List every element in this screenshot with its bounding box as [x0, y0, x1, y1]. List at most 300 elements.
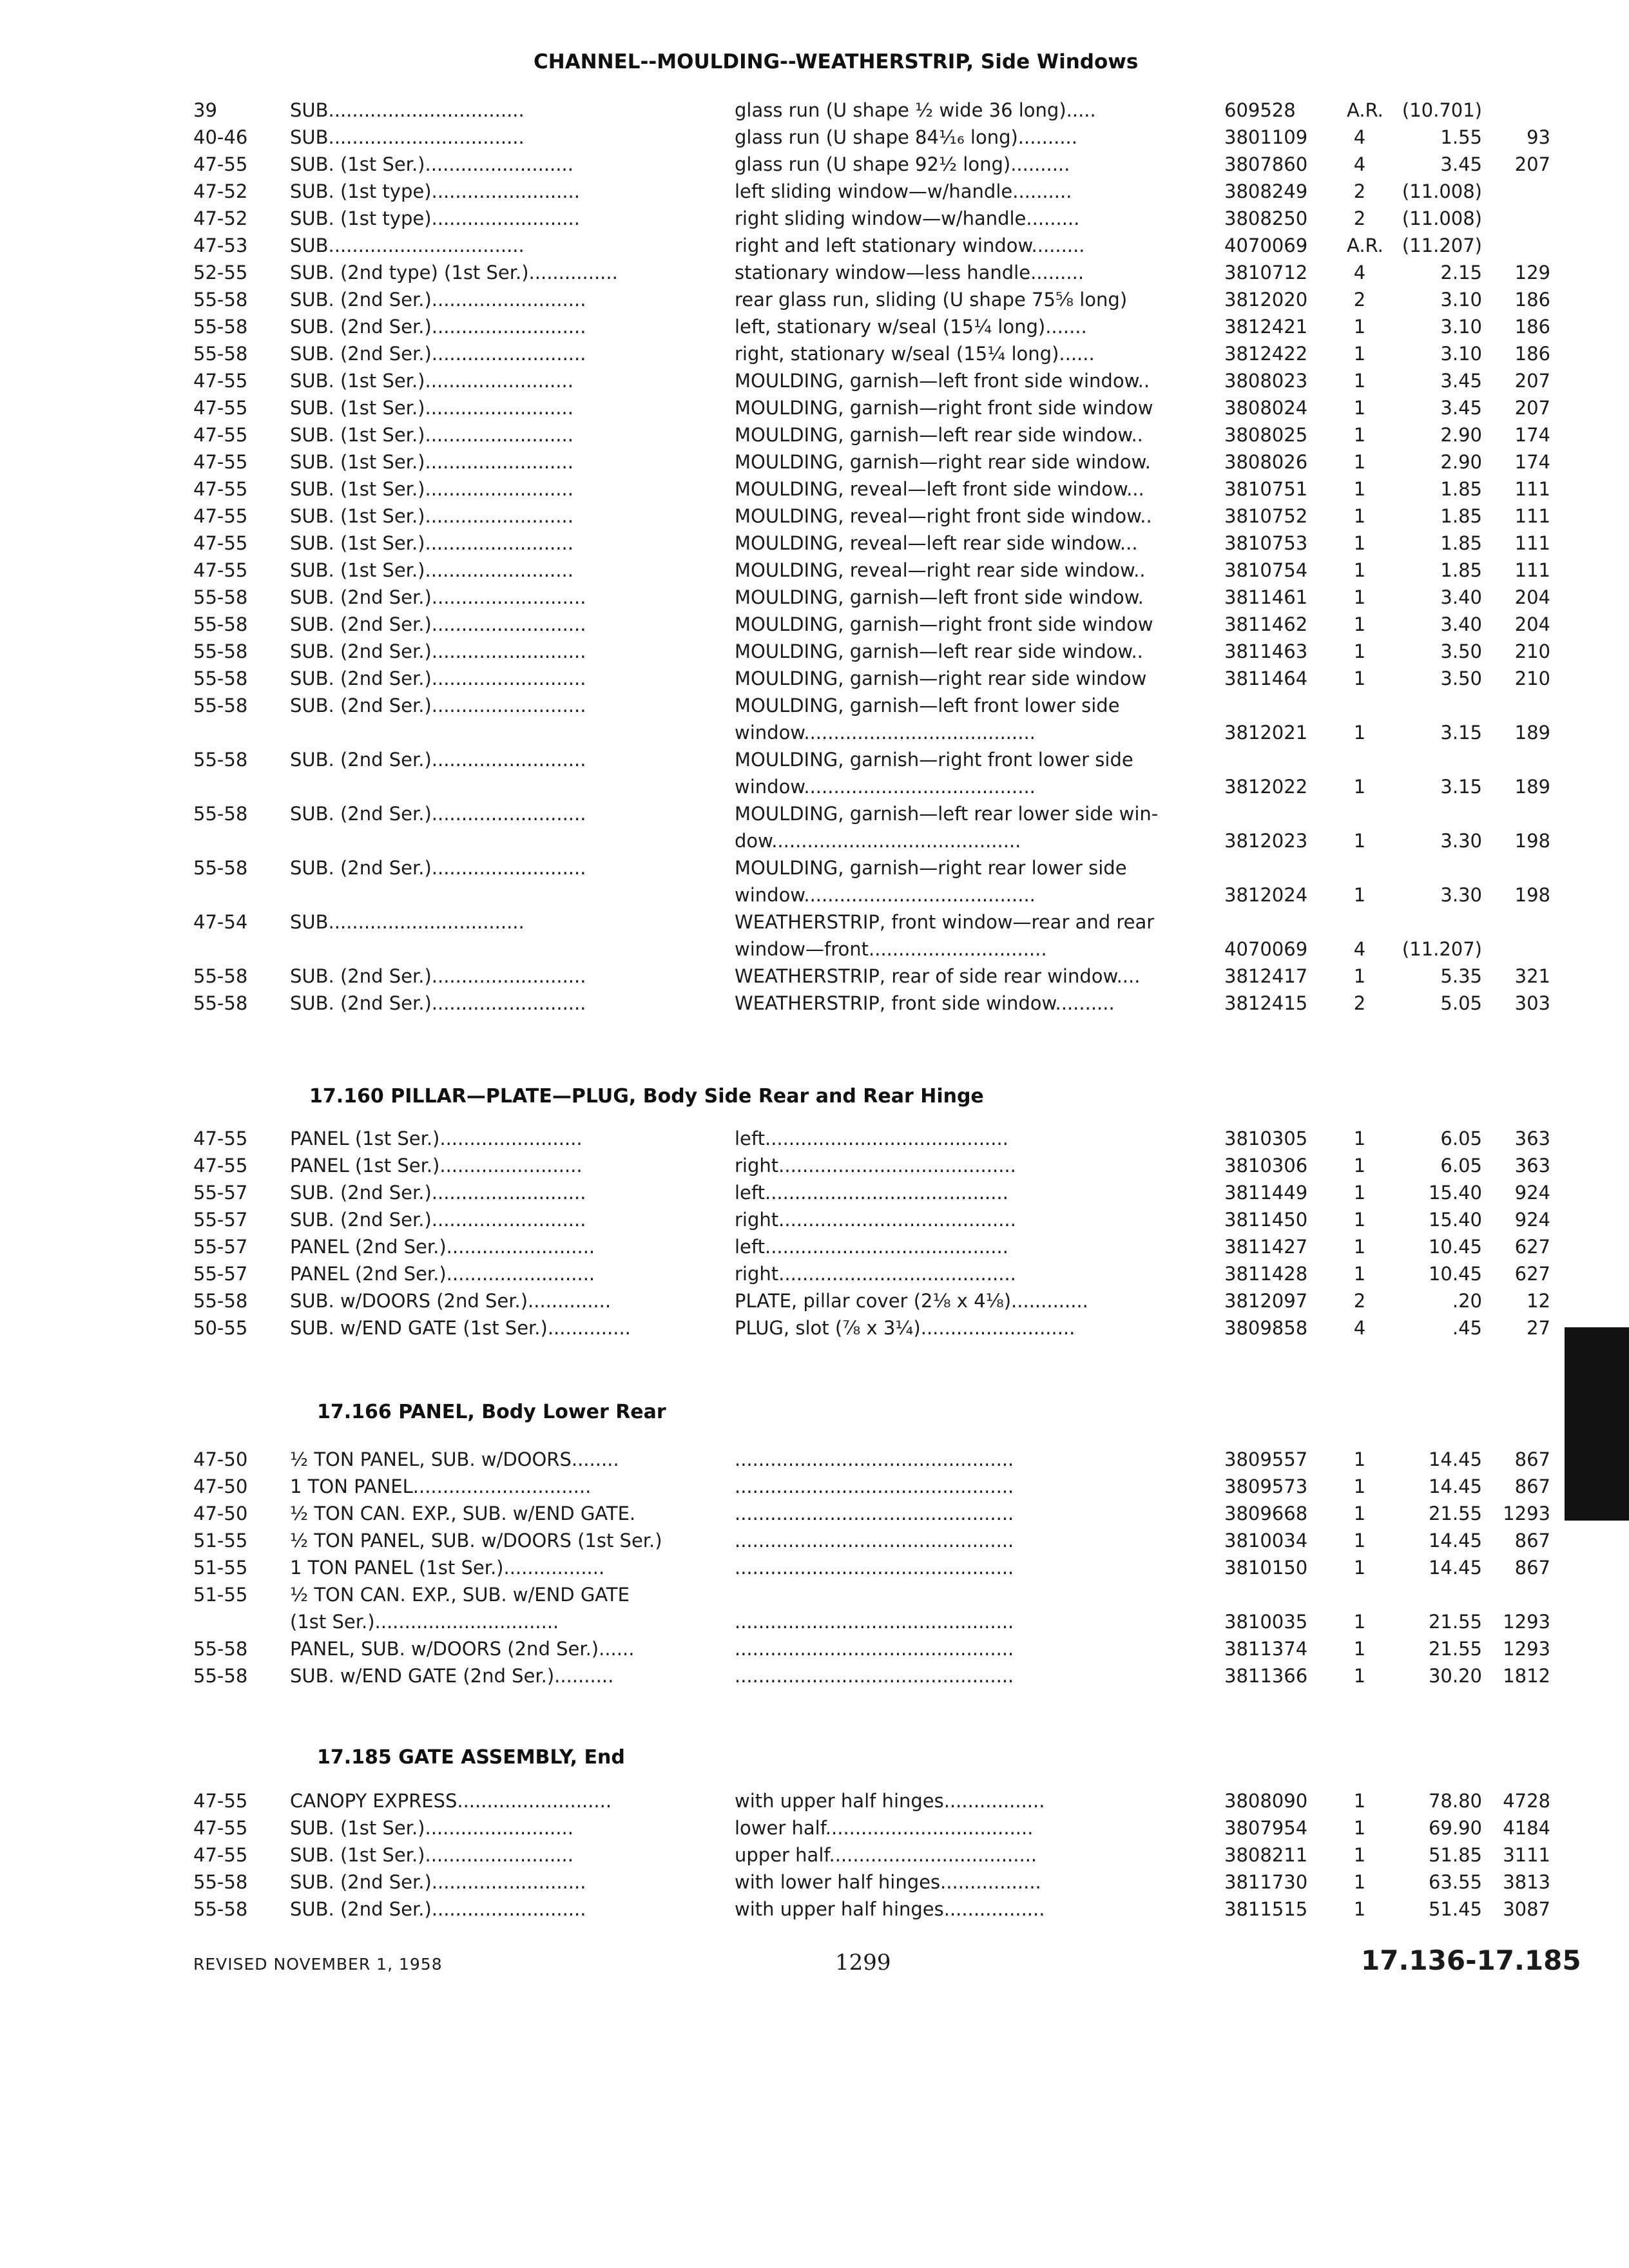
list-price: 627 [1514, 1236, 1550, 1258]
quantity: 1 [1353, 586, 1366, 608]
model-years: 47-53 [193, 235, 248, 256]
price: 6.05 [1440, 1128, 1482, 1149]
table-row [193, 1527, 1550, 1554]
description-cell: MOULDING, reveal—left rear side window... [735, 532, 1138, 554]
model-years: 47-50 [193, 1503, 248, 1524]
part-number: 3807860 [1224, 153, 1308, 175]
model-years: 40-46 [193, 126, 248, 148]
part-number: 3808211 [1224, 1844, 1308, 1866]
model-cell: SUB................................. [290, 126, 525, 148]
model-cell: PANEL (2nd Ser.)......................... [290, 1236, 595, 1258]
model-cell: SUB. (2nd Ser.).......................... [290, 316, 586, 338]
description-cell: right........................................ [735, 1263, 1016, 1285]
table-row [193, 151, 1550, 178]
description-cell: MOULDING, garnish—left front side window. [735, 586, 1144, 608]
model-cell: SUB. (2nd Ser.).......................... [290, 1871, 586, 1893]
model-cell: SUB. (2nd Ser.).......................... [290, 613, 586, 635]
quantity: 4 [1353, 153, 1366, 175]
model-cell: SUB. (1st Ser.)......................... [290, 1817, 574, 1839]
part-number: 4070069 [1224, 235, 1308, 256]
price: 21.55 [1428, 1638, 1482, 1660]
part-number: 3808026 [1224, 451, 1308, 473]
model-cell: SUB. (1st Ser.)......................... [290, 153, 574, 175]
part-number: 3812415 [1224, 992, 1308, 1014]
description-line: window—front.............................. [735, 938, 1047, 960]
list-price: 111 [1514, 505, 1550, 527]
model-cell: SUB. (2nd Ser.).......................... [290, 965, 586, 987]
list-price: 303 [1514, 992, 1550, 1014]
description-cell: left......................................... [735, 1182, 1008, 1204]
table-row [193, 963, 1550, 990]
model-years: 55-58 [193, 613, 248, 635]
price: 1.85 [1440, 478, 1482, 500]
quantity: 2 [1353, 289, 1366, 311]
model-years: 47-55 [193, 532, 248, 554]
price: 51.85 [1428, 1844, 1482, 1866]
description-cell: ............................................... [735, 1611, 1014, 1633]
quantity: 1 [1353, 1898, 1366, 1920]
table-row [193, 503, 1550, 530]
description-line: window....................................... [735, 776, 1036, 798]
quantity: 1 [1353, 613, 1366, 635]
price: 3.15 [1440, 722, 1482, 744]
model-years: 47-55 [193, 451, 248, 473]
description-cell: PLUG, slot (⅞ x 3¼).......................... [735, 1317, 1075, 1339]
model-cell: SUB. (2nd Ser.).......................... [290, 343, 586, 365]
list-price: 111 [1514, 559, 1550, 581]
model-cell: SUB. (1st type)......................... [290, 180, 580, 202]
price: 21.55 [1428, 1611, 1482, 1633]
model-cell: SUB. (1st Ser.)......................... [290, 478, 574, 500]
list-price: 210 [1514, 668, 1550, 689]
model-years: 47-55 [193, 478, 248, 500]
description-cell [735, 908, 1222, 963]
table-row [193, 990, 1550, 1017]
table-row [193, 1152, 1550, 1179]
part-number: 3811515 [1224, 1898, 1308, 1920]
model-cell: ½ TON PANEL, SUB. w/DOORS........ [290, 1448, 619, 1470]
price: 30.20 [1428, 1665, 1482, 1687]
model-years: 55-58 [193, 343, 248, 365]
price: (11.008) [1402, 180, 1482, 202]
list-price: 363 [1514, 1155, 1550, 1177]
table-row [193, 448, 1550, 476]
price: (11.207) [1402, 235, 1482, 256]
table-row [193, 232, 1550, 259]
description-cell: upper half................................... [735, 1844, 1037, 1866]
list-price: 207 [1514, 370, 1550, 392]
model-years: 55-58 [193, 803, 248, 825]
table-row [193, 476, 1550, 503]
part-number: 3810306 [1224, 1155, 1308, 1177]
quantity: 4 [1353, 126, 1366, 148]
description-cell: ............................................... [735, 1638, 1014, 1660]
model-cell: SUB. (1st Ser.)......................... [290, 370, 574, 392]
description-cell: WEATHERSTRIP, front side window.......... [735, 992, 1115, 1014]
description-line: WEATHERSTRIP, front window—rear and rear [735, 911, 1155, 933]
table-row [193, 1662, 1550, 1689]
model-cell: SUB. (1st Ser.)......................... [290, 532, 574, 554]
list-price: 210 [1514, 640, 1550, 662]
model-years: 55-58 [193, 1871, 248, 1893]
list-price: 93 [1527, 126, 1550, 148]
model-years: 51-55 [193, 1584, 248, 1606]
table-row [193, 1787, 1550, 1814]
model-cell: SUB. (2nd Ser.).......................... [290, 1182, 586, 1204]
quantity: 4 [1353, 262, 1366, 284]
part-number: 3807954 [1224, 1817, 1308, 1839]
price: 1.85 [1440, 532, 1482, 554]
quantity: 2 [1353, 207, 1366, 229]
part-number: 4070069 [1224, 938, 1308, 960]
part-number: 3801109 [1224, 126, 1308, 148]
model-years: 55-57 [193, 1182, 248, 1204]
model-years: 51-55 [193, 1557, 248, 1579]
price: 5.35 [1440, 965, 1482, 987]
list-price: 4728 [1503, 1790, 1550, 1812]
model-cell: SUB. (1st type)......................... [290, 207, 580, 229]
quantity: 1 [1353, 1790, 1366, 1812]
model-cell: SUB. (2nd Ser.).......................... [290, 803, 586, 825]
table-row [193, 1581, 1550, 1635]
model-years: 55-57 [193, 1236, 248, 1258]
part-number: 3812021 [1224, 722, 1308, 744]
quantity: 1 [1353, 559, 1366, 581]
table-row [193, 340, 1550, 367]
description-line: MOULDING, garnish—left front lower side [735, 695, 1120, 716]
list-price: 207 [1514, 397, 1550, 419]
model-years: 55-58 [193, 316, 248, 338]
quantity: 4 [1353, 1317, 1366, 1339]
model-cell: SUB. (2nd Ser.).......................... [290, 668, 586, 689]
description-cell [735, 800, 1222, 854]
table-row [193, 854, 1550, 908]
model-years: 52-55 [193, 262, 248, 284]
quantity: 1 [1353, 722, 1366, 744]
model-cell: ½ TON CAN. EXP., SUB. w/END GATE. [290, 1503, 636, 1524]
section-side-windows-table [193, 97, 1550, 1017]
model-cell: SUB. (2nd Ser.).......................... [290, 749, 586, 771]
quantity: 2 [1353, 180, 1366, 202]
description-cell: MOULDING, garnish—left rear side window.. [735, 640, 1143, 662]
model-cell: SUB. (2nd Ser.).......................... [290, 640, 586, 662]
description-cell: glass run (U shape ½ wide 36 long)..... [735, 99, 1096, 121]
part-number: 3810150 [1224, 1557, 1308, 1579]
model-cell: SUB. (2nd Ser.).......................... [290, 695, 586, 716]
list-price: 1812 [1503, 1665, 1550, 1687]
quantity: 1 [1353, 1209, 1366, 1231]
description-cell [735, 746, 1222, 800]
quantity: A.R. [1347, 99, 1383, 121]
table-row [193, 800, 1550, 854]
quantity: 1 [1353, 830, 1366, 852]
model-cell: ½ TON PANEL, SUB. w/DOORS (1st Ser.) [290, 1530, 662, 1552]
description-cell: ............................................... [735, 1503, 1014, 1524]
price: 3.45 [1440, 370, 1482, 392]
part-number: 3809858 [1224, 1317, 1308, 1339]
description-cell: ............................................... [735, 1475, 1014, 1497]
model-years: 47-52 [193, 207, 248, 229]
model-cell: SUB. (1st Ser.)......................... [290, 1844, 574, 1866]
part-number: 3810712 [1224, 262, 1308, 284]
description-cell: lower half................................... [735, 1817, 1034, 1839]
table-row [193, 367, 1550, 394]
part-number: 3810754 [1224, 559, 1308, 581]
list-price: 198 [1514, 830, 1550, 852]
section-pillar-table [193, 1125, 1550, 1341]
description-cell: right........................................ [735, 1209, 1016, 1231]
quantity: 1 [1353, 1638, 1366, 1660]
description-cell: glass run (U shape 84¹⁄₁₆ long).......... [735, 126, 1077, 148]
quantity: 1 [1353, 776, 1366, 798]
model-years: 55-58 [193, 640, 248, 662]
table-row [193, 908, 1550, 963]
price: 51.45 [1428, 1898, 1482, 1920]
model-years: 47-52 [193, 180, 248, 202]
description-cell: MOULDING, garnish—right rear side window. [735, 451, 1151, 473]
part-number: 3811730 [1224, 1871, 1308, 1893]
list-price: 204 [1514, 613, 1550, 635]
model-line: ½ TON CAN. EXP., SUB. w/END GATE [290, 1584, 630, 1606]
model-cell: 1 TON PANEL (1st Ser.)................. [290, 1557, 605, 1579]
table-row [193, 1206, 1550, 1233]
list-price: 3087 [1503, 1898, 1550, 1920]
quantity: 1 [1353, 1263, 1366, 1285]
table-row [193, 313, 1550, 340]
price: 14.45 [1428, 1530, 1482, 1552]
model-years: 47-50 [193, 1448, 248, 1470]
table-row [193, 584, 1550, 611]
table-row [193, 421, 1550, 448]
table-row [193, 1814, 1550, 1841]
part-number: 3811463 [1224, 640, 1308, 662]
table-row [193, 1473, 1550, 1500]
list-price: 3813 [1503, 1871, 1550, 1893]
list-price: 198 [1514, 884, 1550, 906]
model-years: 55-58 [193, 749, 248, 771]
model-years: 47-55 [193, 1817, 248, 1839]
quantity: 1 [1353, 1128, 1366, 1149]
table-row [193, 1500, 1550, 1527]
quantity: 1 [1353, 1844, 1366, 1866]
price: 15.40 [1428, 1182, 1482, 1204]
price: 63.55 [1428, 1871, 1482, 1893]
description-line: MOULDING, garnish—right front lower side [735, 749, 1133, 771]
table-row [193, 692, 1550, 746]
description-cell: with lower half hinges................. [735, 1871, 1041, 1893]
model-years: 47-55 [193, 153, 248, 175]
description-cell: right, stationary w/seal (15¼ long)...... [735, 343, 1095, 365]
table-row [193, 530, 1550, 557]
model-years: 47-55 [193, 559, 248, 581]
part-number: 3812020 [1224, 289, 1308, 311]
table-row [193, 97, 1550, 124]
list-price: 174 [1514, 424, 1550, 446]
list-price: 111 [1514, 478, 1550, 500]
quantity: 1 [1353, 1557, 1366, 1579]
part-number: 3812023 [1224, 830, 1308, 852]
model-cell: SUB. (2nd type) (1st Ser.)............... [290, 262, 618, 284]
list-price: 321 [1514, 965, 1550, 987]
list-price: 924 [1514, 1182, 1550, 1204]
table-row [193, 1233, 1550, 1260]
table-row [193, 1896, 1550, 1923]
part-number: 3810035 [1224, 1611, 1308, 1633]
description-line: window....................................... [735, 884, 1036, 906]
model-years: 47-55 [193, 370, 248, 392]
part-number: 3808250 [1224, 207, 1308, 229]
price: 6.05 [1440, 1155, 1482, 1177]
part-number: 3811462 [1224, 613, 1308, 635]
table-row [193, 665, 1550, 692]
description-cell: MOULDING, reveal—left front side window... [735, 478, 1144, 500]
quantity: 1 [1353, 1611, 1366, 1633]
list-price: 924 [1514, 1209, 1550, 1231]
quantity: 1 [1353, 1475, 1366, 1497]
model-years: 55-58 [193, 965, 248, 987]
quantity: 1 [1353, 505, 1366, 527]
price: 21.55 [1428, 1503, 1482, 1524]
price: 69.90 [1428, 1817, 1482, 1839]
part-number: 609528 [1224, 99, 1296, 121]
price: (11.008) [1402, 207, 1482, 229]
price: 1.55 [1440, 126, 1482, 148]
description-cell: ............................................... [735, 1665, 1014, 1687]
description-cell: MOULDING, garnish—left rear side window.. [735, 424, 1143, 446]
part-number: 3811366 [1224, 1665, 1308, 1687]
price: (11.207) [1402, 938, 1482, 960]
model-years: 55-57 [193, 1209, 248, 1231]
description-line: dow.......................................... [735, 830, 1021, 852]
part-number: 3809668 [1224, 1503, 1308, 1524]
model-years: 50-55 [193, 1317, 248, 1339]
list-price: 627 [1514, 1263, 1550, 1285]
quantity: 1 [1353, 478, 1366, 500]
list-price: 867 [1514, 1557, 1550, 1579]
model-years: 55-58 [193, 1898, 248, 1920]
model-cell: PANEL, SUB. w/DOORS (2nd Ser.)...... [290, 1638, 635, 1660]
quantity: 1 [1353, 424, 1366, 446]
list-price: 129 [1514, 262, 1550, 284]
model-years: 47-55 [193, 424, 248, 446]
description-cell: ............................................... [735, 1557, 1014, 1579]
part-number: 3811428 [1224, 1263, 1308, 1285]
table-row [193, 638, 1550, 665]
model-cell: PANEL (1st Ser.)........................ [290, 1128, 583, 1149]
price: .20 [1452, 1290, 1482, 1312]
thumb-index-tab [1565, 1327, 1629, 1521]
description-cell: right and left stationary window......... [735, 235, 1085, 256]
description-line: MOULDING, garnish—left rear lower side win- [735, 803, 1159, 825]
part-number: 3809557 [1224, 1448, 1308, 1470]
description-cell: right........................................ [735, 1155, 1016, 1177]
revised-date: REVISED NOVEMBER 1, 1958 [193, 1955, 443, 1974]
description-cell: with upper half hinges................. [735, 1898, 1045, 1920]
part-number: 3808025 [1224, 424, 1308, 446]
part-number: 3811449 [1224, 1182, 1308, 1204]
description-cell: rear glass run, sliding (U shape 75⅝ long) [735, 289, 1128, 311]
model-years: 55-58 [193, 668, 248, 689]
quantity: 1 [1353, 316, 1366, 338]
model-years: 55-58 [193, 1638, 248, 1660]
model-years: 47-54 [193, 911, 248, 933]
table-row [193, 746, 1550, 800]
model-years: 55-58 [193, 1665, 248, 1687]
description-cell [735, 854, 1222, 908]
price: 3.10 [1440, 343, 1482, 365]
quantity: 1 [1353, 1871, 1366, 1893]
quantity: 1 [1353, 343, 1366, 365]
model-cell: SUB. (2nd Ser.).......................... [290, 1209, 586, 1231]
part-number: 3811464 [1224, 668, 1308, 689]
model-cell: SUB. (1st Ser.)......................... [290, 505, 574, 527]
part-number: 3808090 [1224, 1790, 1308, 1812]
table-row [193, 286, 1550, 313]
model-years: 47-55 [193, 505, 248, 527]
description-cell: left sliding window—w/handle.......... [735, 180, 1072, 202]
model-cell: SUB. (2nd Ser.).......................... [290, 289, 586, 311]
model-years: 55-58 [193, 586, 248, 608]
quantity: 1 [1353, 451, 1366, 473]
model-years: 47-50 [193, 1475, 248, 1497]
model-cell: SUB. (1st Ser.)......................... [290, 424, 574, 446]
model-years: 55-58 [193, 992, 248, 1014]
model-cell: CANOPY EXPRESS.......................... [290, 1790, 612, 1812]
part-number: 3812422 [1224, 343, 1308, 365]
description-line: window....................................... [735, 722, 1036, 744]
part-number: 3812024 [1224, 884, 1308, 906]
quantity: 1 [1353, 668, 1366, 689]
price: 5.05 [1440, 992, 1482, 1014]
description-cell: MOULDING, reveal—right rear side window.. [735, 559, 1146, 581]
price: 2.15 [1440, 262, 1482, 284]
table-row [193, 1287, 1550, 1314]
model-years: 55-58 [193, 695, 248, 716]
table-row [193, 1841, 1550, 1869]
price: 3.45 [1440, 153, 1482, 175]
quantity: 2 [1353, 992, 1366, 1014]
price: 1.85 [1440, 559, 1482, 581]
model-cell: PANEL (2nd Ser.)......................... [290, 1263, 595, 1285]
model-years: 47-55 [193, 1128, 248, 1149]
price: 3.40 [1440, 586, 1482, 608]
price: 3.15 [1440, 776, 1482, 798]
list-price: 186 [1514, 343, 1550, 365]
part-number: 3812022 [1224, 776, 1308, 798]
part-number: 3808249 [1224, 180, 1308, 202]
quantity: 1 [1353, 1155, 1366, 1177]
description-cell: WEATHERSTRIP, rear of side rear window.... [735, 965, 1141, 987]
quantity: 1 [1353, 370, 1366, 392]
price: 14.45 [1428, 1557, 1482, 1579]
model-cell: SUB................................. [290, 235, 525, 256]
part-number: 3811450 [1224, 1209, 1308, 1231]
price: 3.45 [1440, 397, 1482, 419]
table-row [193, 1179, 1550, 1206]
description-cell: MOULDING, garnish—right front side window [735, 397, 1153, 419]
model-cell: SUB. (1st Ser.)......................... [290, 397, 574, 419]
model-cell: SUB. (2nd Ser.).......................... [290, 1898, 586, 1920]
description-cell: glass run (U shape 92½ long).......... [735, 153, 1070, 175]
description-cell [735, 692, 1222, 746]
list-price: 12 [1527, 1290, 1550, 1312]
price: 3.30 [1440, 830, 1482, 852]
quantity: 4 [1353, 938, 1366, 960]
quantity: A.R. [1347, 235, 1383, 256]
list-price: 186 [1514, 316, 1550, 338]
price: 78.80 [1428, 1790, 1482, 1812]
part-number: 3808023 [1224, 370, 1308, 392]
